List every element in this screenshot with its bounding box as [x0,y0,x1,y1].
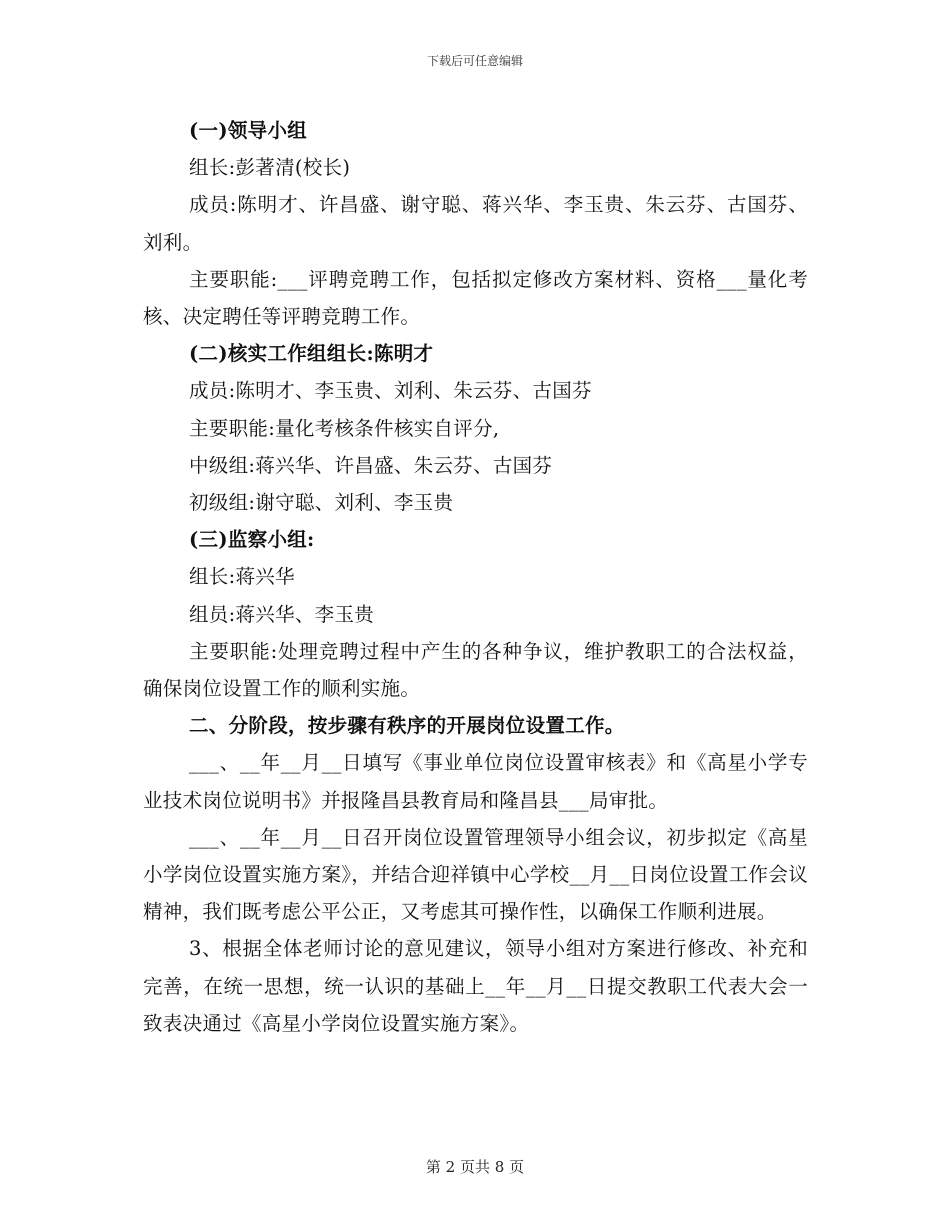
members-line: 成员:陈明才、许昌盛、谢守聪、蒋兴华、李玉贵、朱云芬、古国芬、刘利。 [143,193,808,254]
intermediate-group-line: 中级组:蒋兴华、许昌盛、朱云芬、古国芬 [189,453,553,477]
phase-2-paragraph: ___、__年__月__日召开岗位设置管理领导小组会议，初步拟定《高星小学岗位设置实施方案》，并结合迎祥镇中心学校__月__日岗位设置工作会议精神，我们既考虑公平公正，又考虑其可操作性，以确保工作顺利进展。 [143,825,808,924]
document-body [143,112,808,1042]
supervision-duties-paragraph: 主要职能:处理竞聘过程中产生的各种争议，维护教职工的合法权益，确保岗位设置工作的顺利实施。 [143,639,808,701]
junior-group-line: 初级组:谢守聪、刘利、李玉贵 [189,491,454,515]
leader-line: 组长:彭著清(校长) [189,156,351,180]
verification-duties-line: 主要职能:量化考核条件核实自评分, [189,416,500,440]
heading-supervision-group: (三)监察小组: [189,528,315,552]
heading-leadership-group: (一)领导小组 [189,119,308,142]
supervision-members-line: 组员:蒋兴华、李玉贵 [189,602,375,626]
duties-paragraph: 主要职能:___评聘竞聘工作，包括拟定修改方案材料、资格___量化考核、决定聘任等评聘竞聘工作。 [143,267,808,329]
phase-3-paragraph: 3、根据全体老师讨论的意见建议，领导小组对方案进行修改、补充和完善，在统一思想，统一认识的基础上__年__月__日提交教职工代表大会一致表决通过《高星小学岗位设置实施方案》。 [143,937,808,1035]
heading-phases: 二、分阶段，按步骤有秩序的开展岗位设置工作。 [189,714,625,738]
phase-1-paragraph: ___、__年__月__日填写《事业单位岗位设置审核表》和《高星小学专业技术岗位说明书》并报隆昌县教育局和隆昌县___局审批。 [143,751,808,812]
heading-verification-group: (二)核实工作组组长:陈明才 [189,342,434,366]
page-header: 下载后可任意编辑 [426,54,523,68]
verification-members-line: 成员:陈明才、李玉贵、刘利、朱云芬、古国芬 [189,379,592,403]
page-footer: 第 2 页共 8 页 [425,1158,525,1176]
supervision-leader-line: 组长:蒋兴华 [189,565,295,589]
